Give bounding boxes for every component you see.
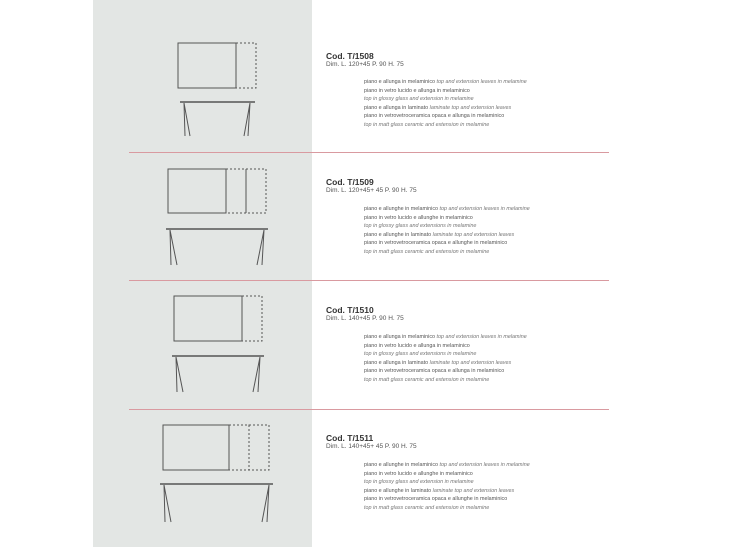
extension-leaf-plan xyxy=(229,425,249,470)
extension-leaf-plan xyxy=(236,43,256,88)
product-dimensions: Dim. L. 140+45 P. 90 H. 75 xyxy=(326,315,404,322)
table-top-plan xyxy=(168,169,226,213)
table-drawing xyxy=(155,420,280,528)
product-code: Cod. T/1509 xyxy=(326,177,374,187)
table-leg-left xyxy=(184,103,190,136)
variant-list xyxy=(364,333,527,385)
variant-list xyxy=(364,461,530,513)
variant-item: piano in vetro lucido e allunga in melaminico xyxy=(364,87,470,94)
product-dimensions: Dim. L. 140+45+ 45 P. 90 H. 75 xyxy=(326,443,417,450)
product-dimensions: Dim. L. 120+45 P. 90 H. 75 xyxy=(326,61,404,68)
table-top-plan xyxy=(163,425,229,470)
variant-item: piano in vetro lucido e allunghe in melaminico xyxy=(364,470,473,477)
variant-item: piano e allunghe in laminato laminate top and extension leaves xyxy=(364,487,515,494)
variant-item: piano in vetrovetroceramica opaca e allunga in melaminico xyxy=(364,368,505,375)
variant-item: top in matt glass ceramic and extension in melamine xyxy=(364,504,490,511)
table-leg-left xyxy=(164,485,171,522)
table-leg-left xyxy=(176,357,183,392)
extension-leaf-plan xyxy=(242,296,262,341)
table-drawing xyxy=(170,40,265,140)
table-drawing xyxy=(160,165,275,270)
variant-item: piano e allunga in laminato laminate top and extension leaves xyxy=(364,104,512,111)
product-code: Cod. T/1511 xyxy=(326,433,374,443)
extension-leaf-plan xyxy=(249,425,269,470)
variant-item: top in matt glass ceramic and extension in melamine xyxy=(364,248,490,255)
table-drawing xyxy=(166,293,271,398)
variant-list xyxy=(364,78,527,130)
table-leg-right xyxy=(257,230,264,265)
extension-leaf-plan xyxy=(246,169,266,213)
variant-item: piano in vetro lucido e allunga in melaminico xyxy=(364,342,470,349)
variant-item: top in matt glass ceramic and extension in melamine xyxy=(364,121,490,128)
table-top-plan xyxy=(174,296,242,341)
variant-item: piano e allunga in melaminico top and extension leaves in melamine xyxy=(364,334,527,340)
variant-item: piano e allunga in laminato laminate top and extension leaves xyxy=(364,359,512,366)
variant-item: top in glossy glass and extensions in melamine xyxy=(364,351,477,358)
section-divider xyxy=(129,409,609,410)
variant-item: top in glossy glass and extension in melamine xyxy=(364,479,474,486)
variant-item: piano e allunghe in melaminico top and extension leaves in melamine xyxy=(364,462,530,468)
table-leg-right xyxy=(262,485,269,522)
variant-item: top in matt glass ceramic and extension in melamine xyxy=(364,376,490,383)
section-divider xyxy=(129,152,609,153)
variant-item: top in glossy glass and extensions in melamine xyxy=(364,223,477,230)
section-divider xyxy=(129,280,609,281)
table-leg-right xyxy=(244,103,250,136)
variant-item: piano in vetro lucido e allunghe in melaminico xyxy=(364,214,473,221)
product-dimensions: Dim. L. 120+45+ 45 P. 90 H. 75 xyxy=(326,187,417,194)
product-code: Cod. T/1508 xyxy=(326,51,374,61)
variant-item: piano in vetrovetroceramica opaca e allunghe in melaminico xyxy=(364,240,508,247)
variant-item: top in glossy glass and extension in melamine xyxy=(364,96,474,103)
product-code: Cod. T/1510 xyxy=(326,305,374,315)
table-top-plan xyxy=(178,43,236,88)
table-leg-left xyxy=(170,230,177,265)
variant-list xyxy=(364,205,530,257)
variant-item: piano in vetrovetroceramica opaca e allunghe in melaminico xyxy=(364,496,508,503)
variant-item: piano in vetrovetroceramica opaca e allunga in melaminico xyxy=(364,113,505,120)
variant-item: piano e allunghe in melaminico top and extension leaves in melamine xyxy=(364,206,530,212)
variant-item: piano e allunghe in laminato laminate top and extension leaves xyxy=(364,231,515,238)
table-leg-right xyxy=(253,357,260,392)
variant-item: piano e allunga in melaminico top and extension leaves in melamine xyxy=(364,79,527,85)
extension-leaf-plan xyxy=(226,169,246,213)
